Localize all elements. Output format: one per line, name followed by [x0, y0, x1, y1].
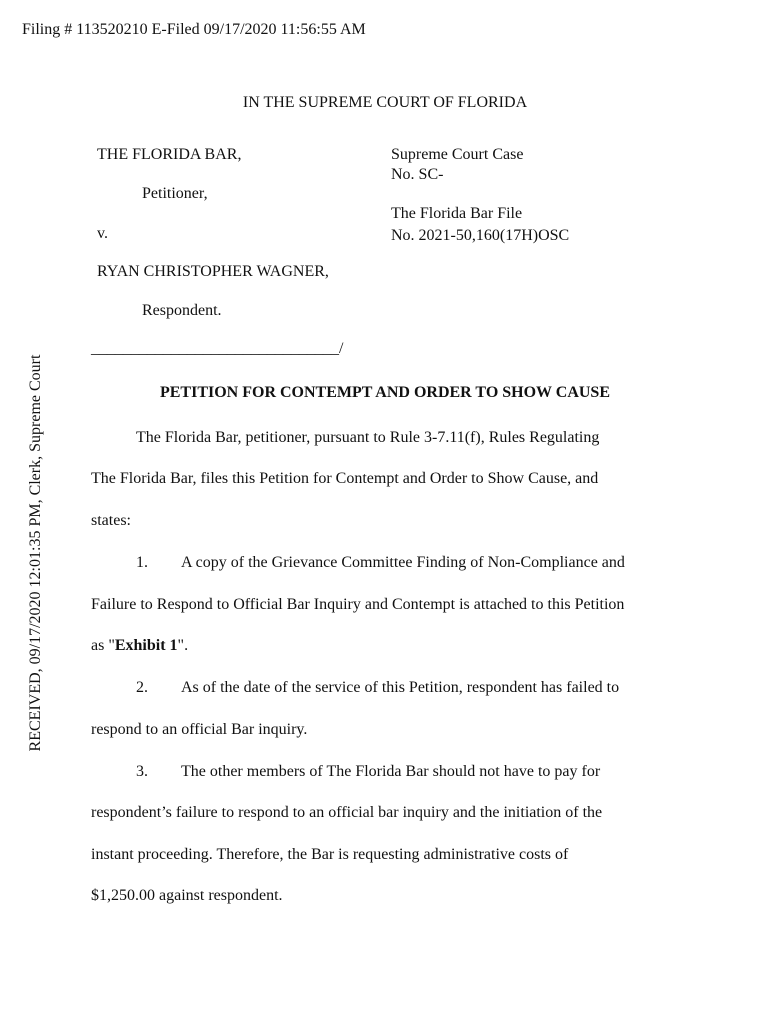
item-number: 3.: [136, 763, 148, 780]
versus: v.: [97, 225, 108, 242]
intro-line: states:: [91, 512, 131, 529]
document-title-text: PETITION FOR CONTEMPT AND ORDER TO SHOW CAUSE: [159, 384, 610, 401]
item-line: instant proceeding. Therefore, the Bar is requesting administrative costs of: [91, 846, 569, 863]
case-number: No. SC-: [391, 166, 444, 183]
petitioner-role: Petitioner,: [142, 185, 208, 202]
intro-line: The Florida Bar, petitioner, pursuant to Rule 3-7.11(f), Rules Regulating: [136, 429, 600, 446]
exhibit-prefix: as ": [91, 637, 115, 654]
item-number: 2.: [136, 679, 148, 696]
petitioner-name: THE FLORIDA BAR,: [97, 146, 242, 163]
received-stamp: RECEIVED, 09/17/2020 12:01:35 PM, Clerk, Supreme Court: [27, 354, 44, 752]
bar-file-number: No. 2021-50,160(17H)OSC: [391, 227, 570, 244]
exhibit-reference: Exhibit 1: [114, 637, 178, 654]
item-line: [91, 637, 188, 655]
item-line: $1,250.00 against respondent.: [91, 887, 283, 904]
intro-line: The Florida Bar, files this Petition for Contempt and Order to Show Cause, and: [91, 470, 599, 487]
document-title: [0, 384, 770, 402]
court-heading: IN THE SUPREME COURT OF FLORIDA: [242, 94, 528, 111]
bar-file-label: The Florida Bar File: [391, 205, 523, 222]
respondent-role: Respondent.: [142, 302, 222, 319]
item-line: The other members of The Florida Bar should not have to pay for: [181, 763, 601, 780]
item-line: Failure to Respond to Official Bar Inquiry and Contempt is attached to this Petition: [91, 596, 625, 613]
respondent-name: RYAN CHRISTOPHER WAGNER,: [97, 263, 329, 280]
item-line: A copy of the Grievance Committee Finding of Non-Compliance and: [181, 554, 625, 571]
case-label: Supreme Court Case: [391, 146, 524, 163]
item-line: respond to an official Bar inquiry.: [91, 721, 308, 738]
item-line: respondent’s failure to respond to an official bar inquiry and the initiation of the: [91, 804, 603, 821]
item-line: As of the date of the service of this Petition, respondent has failed to: [181, 679, 620, 696]
exhibit-suffix: ".: [177, 637, 189, 654]
item-number: 1.: [136, 554, 148, 571]
caption-divider: _______________________________/: [91, 340, 344, 357]
filing-stamp: Filing # 113520210 E-Filed 09/17/2020 11:56:55 AM: [22, 21, 366, 38]
